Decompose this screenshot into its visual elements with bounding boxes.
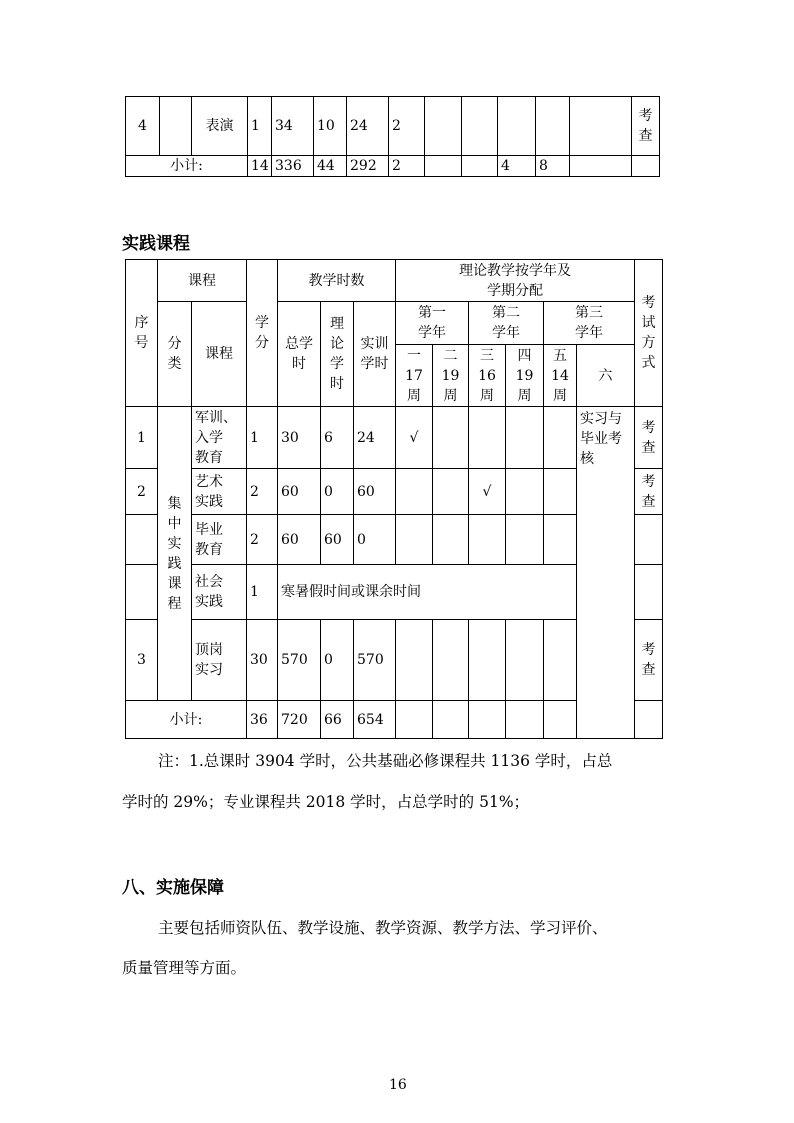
section8-line-2: 质量管理等方面。 bbox=[122, 959, 247, 977]
row-credits: 2 bbox=[247, 469, 278, 515]
row-s4 bbox=[506, 407, 544, 469]
row-course: 艺术 实践 bbox=[192, 469, 247, 515]
row-s3 bbox=[469, 620, 506, 701]
row-s3: √ bbox=[469, 469, 506, 515]
category-label: 集 中 实 践 课 程 bbox=[158, 407, 192, 701]
row-s2 bbox=[433, 515, 469, 565]
header-year2: 第二 学年 bbox=[469, 302, 544, 345]
row-theory: 60 bbox=[321, 515, 354, 565]
row-course: 表演 bbox=[192, 97, 248, 156]
row-theory: 0 bbox=[321, 620, 354, 701]
subtotal-label: 小计: bbox=[126, 156, 248, 177]
header-sem1: 一 17 周 bbox=[396, 345, 433, 407]
page-number: 16 bbox=[389, 1077, 407, 1093]
row-index: 4 bbox=[126, 97, 160, 156]
top-course-table bbox=[125, 96, 660, 177]
row-total: 60 bbox=[278, 515, 321, 565]
row-merged-note: 寒暑假时间或课余时间 bbox=[278, 565, 577, 620]
row-s5 bbox=[544, 515, 577, 565]
subtotal-s5: 8 bbox=[536, 156, 570, 177]
row-exam: 考 查 bbox=[632, 97, 660, 156]
row-exam: 考 查 bbox=[635, 469, 663, 515]
header-course-group: 课程 bbox=[158, 260, 247, 302]
header-sem5: 五 14 周 bbox=[544, 345, 577, 407]
row-theory: 0 bbox=[321, 469, 354, 515]
row-course: 顶岗 实习 bbox=[192, 620, 247, 701]
row-exam bbox=[635, 515, 663, 565]
row-credits: 1 bbox=[247, 565, 278, 620]
table-row bbox=[126, 407, 663, 469]
row-s3 bbox=[469, 407, 506, 469]
section-heading-practice: 实践课程 bbox=[122, 234, 190, 254]
table-row-subtotal bbox=[126, 156, 660, 177]
row-s3 bbox=[469, 515, 506, 565]
row-credits: 30 bbox=[247, 620, 278, 701]
row-s1 bbox=[396, 469, 433, 515]
row-seq: 1 bbox=[126, 407, 158, 469]
row-exam: 考 查 bbox=[635, 620, 663, 701]
header-category: 分 类 bbox=[158, 302, 192, 407]
row-credits: 1 bbox=[248, 97, 272, 156]
row-s5 bbox=[536, 97, 570, 156]
row-total: 60 bbox=[278, 469, 321, 515]
header-hours-group: 教学时数 bbox=[278, 260, 396, 302]
row-s2 bbox=[433, 620, 469, 701]
row-theory: 10 bbox=[314, 97, 347, 156]
row-s2 bbox=[433, 469, 469, 515]
subtotal-practice: 654 bbox=[354, 701, 396, 739]
header-sem6: 六 bbox=[577, 345, 635, 407]
row-practice: 24 bbox=[347, 97, 389, 156]
subtotal-theory: 66 bbox=[321, 701, 354, 739]
practice-course-table bbox=[125, 259, 663, 739]
header-year1: 第一 学年 bbox=[396, 302, 469, 345]
row-category bbox=[160, 97, 192, 156]
header-practice: 实训 学时 bbox=[354, 302, 396, 407]
subtotal-label: 小计: bbox=[126, 701, 247, 739]
header-sem4: 四 19 周 bbox=[506, 345, 544, 407]
row-s1: √ bbox=[396, 407, 433, 469]
row-s6 bbox=[570, 97, 632, 156]
row-course: 毕业 教育 bbox=[192, 515, 247, 565]
row-s5 bbox=[544, 469, 577, 515]
header-exam: 考 试 方 式 bbox=[635, 260, 663, 407]
row-practice: 570 bbox=[354, 620, 396, 701]
header-credits: 学 分 bbox=[247, 260, 278, 407]
subtotal-exam bbox=[632, 156, 660, 177]
row-s3 bbox=[462, 97, 498, 156]
row-s5 bbox=[544, 620, 577, 701]
row-s4 bbox=[506, 620, 544, 701]
row-s4 bbox=[506, 515, 544, 565]
subtotal-total: 720 bbox=[278, 701, 321, 739]
row-course: 军训、 入学 教育 bbox=[192, 407, 247, 469]
row-credits: 2 bbox=[247, 515, 278, 565]
header-total: 总学 时 bbox=[278, 302, 321, 407]
row-credits: 1 bbox=[247, 407, 278, 469]
row-s2 bbox=[433, 407, 469, 469]
row-seq bbox=[126, 565, 158, 620]
row-total: 570 bbox=[278, 620, 321, 701]
header-seq: 序 号 bbox=[126, 260, 158, 407]
table-row bbox=[126, 97, 660, 156]
row-s4 bbox=[498, 97, 536, 156]
section8-line-1: 主要包括师资队伍、教学设施、教学资源、教学方法、学习评价、 bbox=[158, 919, 608, 937]
row-seq bbox=[126, 515, 158, 565]
header-distribution-group: 理论教学按学年及 学期分配 bbox=[396, 260, 635, 302]
row-s1: 2 bbox=[389, 97, 425, 156]
row-total: 30 bbox=[278, 407, 321, 469]
row-s2 bbox=[425, 97, 462, 156]
header-theory: 理 论 学 时 bbox=[321, 302, 354, 407]
row-exam bbox=[635, 565, 663, 620]
header-sem3: 三 16 周 bbox=[469, 345, 506, 407]
row-s5 bbox=[544, 407, 577, 469]
subtotal-credits: 14 bbox=[248, 156, 272, 177]
subtotal-s6 bbox=[570, 156, 632, 177]
note-line-1: 注：1.总课时 3904 学时，公共基础必修课程共 1136 学时，占总 bbox=[158, 752, 613, 770]
row-practice: 60 bbox=[354, 469, 396, 515]
row-s1 bbox=[396, 620, 433, 701]
section-heading-8: 八、实施保障 bbox=[122, 878, 224, 898]
subtotal-s3 bbox=[462, 156, 498, 177]
subtotal-s1: 2 bbox=[389, 156, 425, 177]
header-course: 课程 bbox=[192, 302, 247, 407]
header-sem2: 二 19 周 bbox=[433, 345, 469, 407]
subtotal-s4: 4 bbox=[498, 156, 536, 177]
row-s4 bbox=[506, 469, 544, 515]
header-year3: 第三 学年 bbox=[544, 302, 635, 345]
row-s1 bbox=[396, 515, 433, 565]
note-line-2: 学时的 29%；专业课程共 2018 学时，占总学时的 51%； bbox=[122, 793, 530, 811]
row-practice: 0 bbox=[354, 515, 396, 565]
row-course: 社会 实践 bbox=[192, 565, 247, 620]
row-practice: 24 bbox=[354, 407, 396, 469]
row-seq: 3 bbox=[126, 620, 158, 701]
subtotal-practice: 292 bbox=[347, 156, 389, 177]
subtotal-credits: 36 bbox=[247, 701, 278, 739]
subtotal-total: 336 bbox=[272, 156, 314, 177]
row-total: 34 bbox=[272, 97, 314, 156]
sem6-note: 实习与 毕业考 核 bbox=[577, 407, 635, 739]
subtotal-theory: 44 bbox=[314, 156, 347, 177]
row-theory: 6 bbox=[321, 407, 354, 469]
row-exam: 考 查 bbox=[635, 407, 663, 469]
subtotal-s2 bbox=[425, 156, 462, 177]
row-seq: 2 bbox=[126, 469, 158, 515]
